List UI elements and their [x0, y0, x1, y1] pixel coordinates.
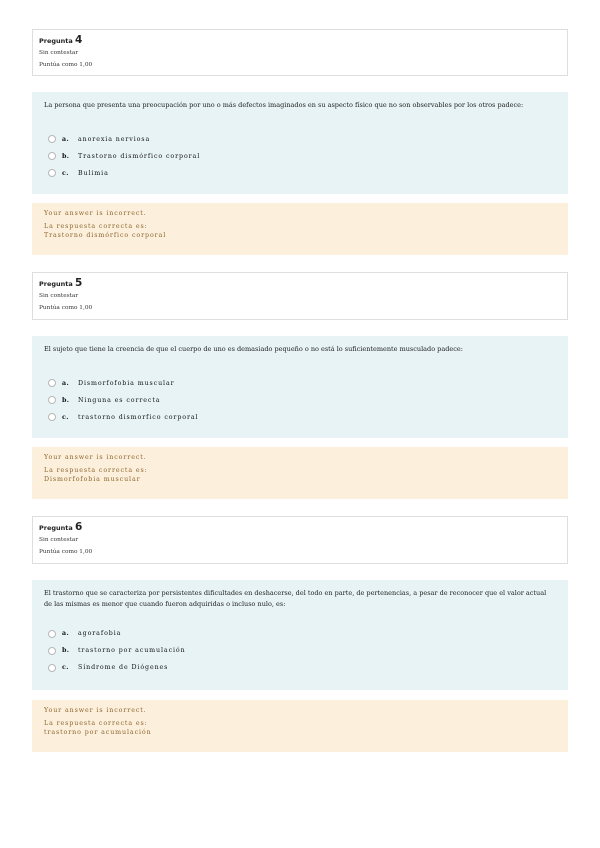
radio-button[interactable]	[48, 647, 56, 655]
question-points: Puntúa como 1,00	[39, 549, 93, 555]
correct-answer: Dismorfofobia muscular	[44, 476, 141, 483]
answer-option-a[interactable]: a. anorexia nerviosa	[44, 131, 556, 148]
feedback-box-6	[32, 700, 568, 752]
question-points: Puntúa como 1,00	[39, 62, 93, 68]
question-number: 5	[75, 277, 83, 289]
feedback-box-4	[32, 203, 568, 255]
correct-answer: Trastorno dismórfico corporal	[44, 232, 167, 239]
answer-option-a[interactable]: a. Dismorfofobia muscular	[44, 375, 556, 392]
radio-button[interactable]	[48, 413, 56, 421]
question-status: Sin contestar	[39, 293, 79, 299]
correct-answer-intro: La respuesta correcta es:	[44, 223, 148, 230]
radio-button[interactable]	[48, 630, 56, 638]
question-text: El trastorno que se caracteriza por persistentes dificultades en deshacerse, del todo en parte, de pertenencias, a pesar de reconocer que el valor actual de las mismas es menor que cuando fueron adquiridas o incluso nulo, es:	[44, 589, 547, 608]
question-header-5	[32, 272, 568, 320]
radio-button[interactable]	[48, 664, 56, 672]
question-header-4	[32, 29, 568, 76]
correct-answer: trastorno por acumulación	[44, 729, 152, 736]
correct-answer-intro: La respuesta correcta es:	[44, 720, 148, 727]
question-status: Sin contestar	[39, 537, 79, 543]
question-number: 4	[75, 34, 83, 46]
answer-option-c[interactable]: c. Síndrome de Diógenes	[44, 659, 556, 676]
answer-option-c[interactable]: c. trastorno dismorfico corporal	[44, 409, 556, 426]
answer-option-c[interactable]: c. Bulimia	[44, 165, 556, 182]
radio-button[interactable]	[48, 135, 56, 143]
question-body-6	[32, 580, 568, 690]
radio-button[interactable]	[48, 396, 56, 404]
radio-button[interactable]	[48, 152, 56, 160]
answer-option-b[interactable]: b. Ninguna es correcta	[44, 392, 556, 409]
question-number: 6	[75, 521, 83, 533]
question-points: Puntúa como 1,00	[39, 305, 93, 311]
question-text: La persona que presenta una preocupación por uno o más defectos imaginados en su aspecto físico que no son observables por los otros padece:	[44, 101, 524, 109]
question-title: Pregunta 5	[39, 277, 83, 289]
answer-option-b[interactable]: b. Trastorno dismórfico corporal	[44, 148, 556, 165]
answer-option-a[interactable]: a. agorafobia	[44, 625, 556, 642]
question-title: Pregunta 6	[39, 521, 83, 533]
answer-option-b[interactable]: b. trastorno por acumulación	[44, 642, 556, 659]
feedback-status: Your answer is incorrect.	[44, 210, 147, 217]
radio-button[interactable]	[48, 169, 56, 177]
question-text: El sujeto que tiene la creencia de que el cuerpo de uno es demasiado pequeño o no está lo suficientemente musculado padece:	[44, 345, 463, 353]
feedback-status: Your answer is incorrect.	[44, 707, 147, 714]
radio-button[interactable]	[48, 379, 56, 387]
question-header-6	[32, 516, 568, 564]
feedback-box-5	[32, 447, 568, 499]
question-body-5	[32, 336, 568, 438]
question-status: Sin contestar	[39, 50, 79, 56]
question-title: Pregunta 4	[39, 34, 83, 46]
correct-answer-intro: La respuesta correcta es:	[44, 467, 148, 474]
question-body-4	[32, 92, 568, 194]
feedback-status: Your answer is incorrect.	[44, 454, 147, 461]
